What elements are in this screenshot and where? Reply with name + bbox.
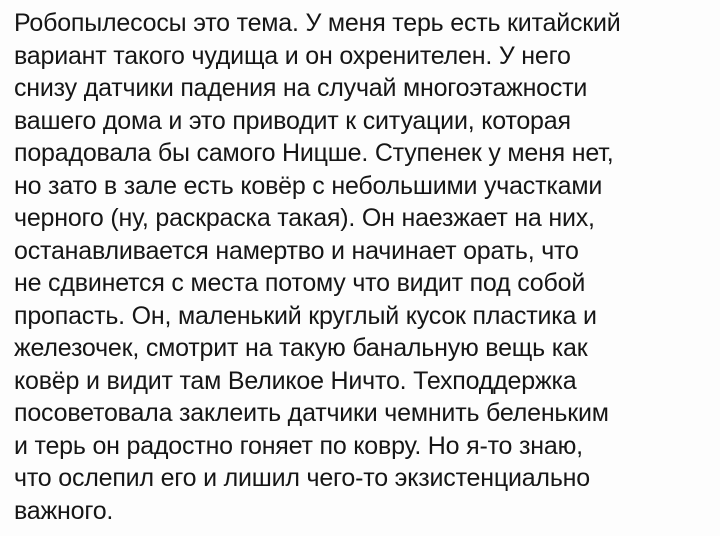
- text-line: и терь он радостно гоняет по ковру. Но я-то знаю,: [14, 431, 583, 460]
- text-line: важного.: [14, 496, 114, 525]
- text-line: пропасть. Он, маленький круглый кусок пластика и: [14, 301, 597, 330]
- text-line: что ослепил его и лишил чего-то экзистенциально: [14, 464, 590, 492]
- text-line: вашего дома и это приводит к ситуации, которая: [14, 106, 571, 135]
- text-line: снизу датчики падения на случай многоэтажности: [14, 74, 588, 102]
- text-line: но зато в зале есть ковёр с небольшими участками: [14, 171, 603, 200]
- text-line: останавливается намертво и начинает орать, что: [14, 236, 579, 265]
- post-text: [14, 7, 710, 527]
- text-line: порадовала бы самого Ницше. Ступенек у меня нет,: [14, 139, 614, 167]
- text-line: ковёр и видит там Великое Ничто. Техподдержка: [14, 366, 577, 395]
- text-line: черного (ну, раскраска такая). Он наезжает на них,: [14, 204, 595, 232]
- text-line: Робопылесосы это тема. У меня терь есть китайский: [14, 9, 621, 37]
- text-line: посоветовала заклеить датчики чемнить беленьким: [14, 399, 609, 427]
- text-line: вариант такого чудища и он охренителен. У него: [14, 41, 571, 70]
- text-line: не сдвинется с места потому что видит под собой: [14, 269, 586, 297]
- text-line: железочек, смотрит на такую банальную вещь как: [14, 334, 588, 362]
